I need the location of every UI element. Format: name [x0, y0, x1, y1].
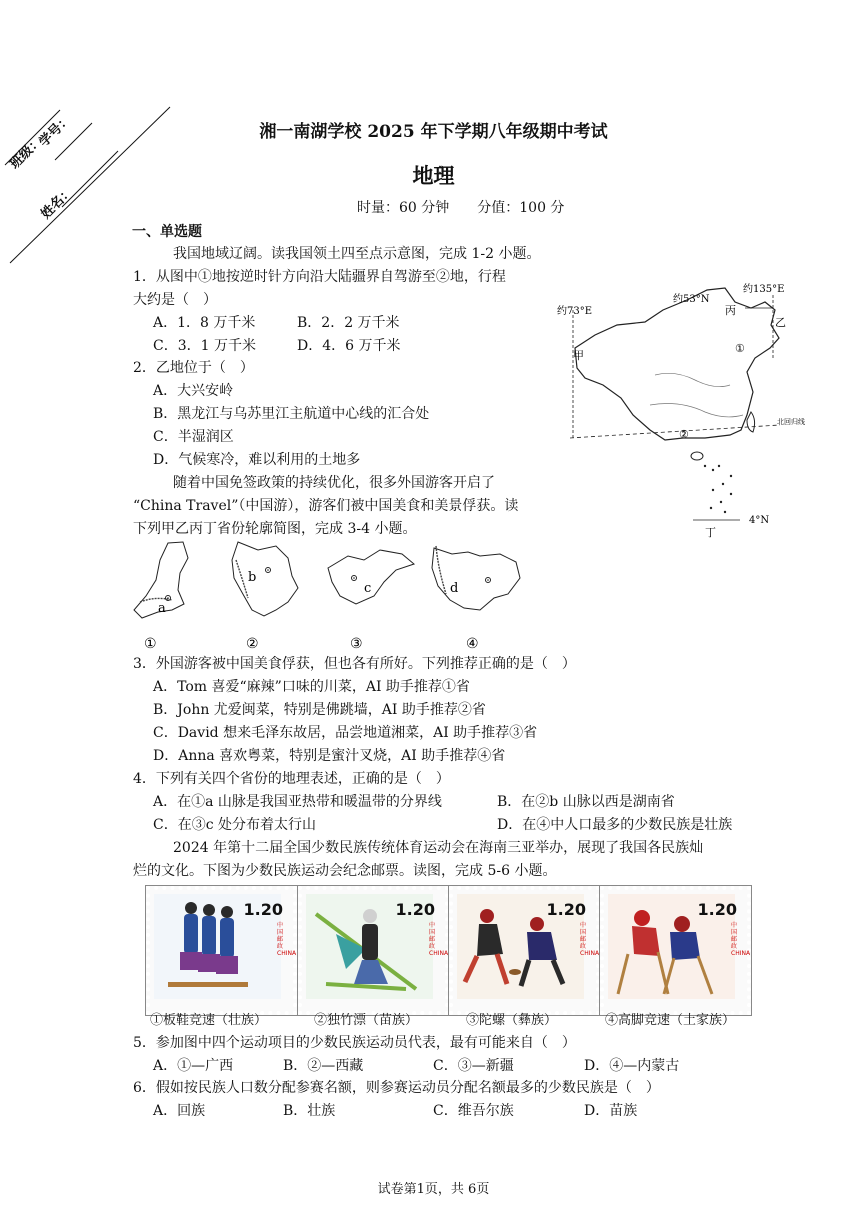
subject-title: 地理	[412, 163, 455, 188]
intro-2-line1: 随着中国免签政策的持续优化，很多外国游客开启了	[173, 475, 495, 491]
q5-option-d: D．④—内蒙古	[584, 1058, 680, 1074]
province-label-2: ②	[246, 636, 259, 652]
q4-stem: 4．下列有关四个省份的地理表述，正确的是（ ）	[133, 771, 450, 787]
river-2	[650, 404, 743, 417]
q5-option-a: A．①—广西	[153, 1058, 234, 1074]
stamp-1-price: 1.20	[243, 900, 283, 919]
stamp-4-price: 1.20	[697, 900, 737, 919]
hainan-island	[691, 452, 703, 460]
intro-1: 我国地域辽阔。读我国领土四至点示意图，完成 1-2 小题。	[173, 246, 541, 262]
province-4-guangxi	[432, 546, 520, 610]
intro-2-line2: “China Travel”（中国游），游客们被中国美食和美景俘获。读	[133, 498, 519, 514]
point-yi: 乙	[775, 316, 786, 329]
q2-option-c: C．半湿润区	[153, 429, 234, 445]
point-bing: 丙	[725, 304, 736, 317]
letter-b: b	[248, 570, 257, 585]
q3-option-a: A．Tom 喜爱“麻辣”口味的川菜，AI 助手推荐①省	[153, 679, 470, 695]
q2-stem: 2．乙地位于（ ）	[133, 360, 254, 376]
letter-a: a	[158, 601, 166, 616]
stamp-caption-4: ④高脚竞速（土家族）	[605, 1013, 736, 1028]
q5-option-c: C．③—新疆	[433, 1058, 514, 1074]
province-label-4: ④	[466, 636, 479, 652]
stamp-caption-3: ③陀螺（彝族）	[466, 1013, 558, 1028]
label-73e: 约73°E	[557, 306, 593, 317]
letter-d: d	[450, 581, 459, 596]
stamp-caption-2: ②独竹漂（苗族）	[314, 1013, 419, 1028]
label-tropic: 北回归线	[777, 418, 805, 426]
intro-3-line2: 烂的文化。下图为少数民族运动会纪念邮票。读图，完成 5-6 小题。	[133, 863, 557, 879]
q1-stem-line2: 大约是（ ）	[133, 292, 217, 308]
class-label: 班级：	[7, 133, 46, 173]
q6-stem: 6．假如按民族人口数分配参赛名额，则参赛运动员分配名额最多的少数民族是（ ）	[133, 1080, 660, 1096]
q1-option-d: D．4．6 万千米	[297, 338, 401, 354]
stamp-1-post: 中国邮政 CHINA	[277, 922, 297, 957]
province-1-shaanxi	[134, 542, 188, 618]
point-ding: 丁	[705, 526, 716, 539]
stamp-2-post: 中国邮政 CHINA	[429, 922, 449, 957]
q3-option-b: B．John 尤爱闽菜，特别是佛跳墙，AI 助手推荐②省	[153, 702, 486, 718]
q1-stem-line1: 1．从图中①地按逆时针方向沿大陆疆界自驾游至②地，行程	[133, 269, 506, 285]
label-4n: 4°N	[749, 515, 770, 526]
stamp-4	[600, 886, 751, 1015]
stamp-3-price: 1.20	[546, 900, 586, 919]
taiwan-island	[747, 412, 755, 432]
q5-option-b: B．②—西藏	[283, 1058, 364, 1074]
river-1	[655, 373, 730, 386]
q6-option-b: B．壮族	[283, 1103, 336, 1119]
q2-option-d: D．气候寒冷，难以利用的土地多	[153, 452, 361, 468]
q3-option-c: C．David 想来毛泽东故居，品尝地道湘菜，AI 助手推荐③省	[153, 725, 538, 741]
stamp-caption-1: ①板鞋竞速（壮族）	[150, 1013, 268, 1028]
point-1: ①	[735, 342, 745, 355]
section-heading: 一、单选题	[132, 224, 202, 240]
stamp-3	[449, 886, 600, 1015]
stamp-2-price: 1.20	[395, 900, 435, 919]
point-jia: 甲	[573, 349, 584, 362]
name-label: 姓名：	[38, 183, 77, 223]
q5-stem: 5．参加图中四个运动项目的少数民族运动员代表，最有可能来自（ ）	[133, 1035, 576, 1051]
label-53n: 约53°N	[673, 294, 710, 305]
stamp-2	[298, 886, 449, 1015]
south-china-sea-islands	[704, 465, 732, 513]
q4-option-a: A．在①a 山脉是我国亚热带和暖温带的分界线	[153, 794, 442, 810]
q1-option-a: A．1．8 万千米	[153, 315, 256, 331]
q4-option-c: C．在③c 处分布着太行山	[153, 817, 317, 833]
stamp-1	[146, 886, 297, 1015]
time-info: 时量：60 分钟 分值：100 分	[357, 200, 565, 216]
province-2-jiangxi	[232, 542, 298, 616]
china-extremes-map	[555, 280, 805, 542]
label-135e: 约135°E	[743, 284, 785, 295]
q2-option-b: B．黑龙江与乌苏里江主航道中心线的汇合处	[153, 406, 430, 422]
q6-option-d: D．苗族	[584, 1103, 638, 1119]
q4-option-b: B．在②b 山脉以西是湖南省	[497, 794, 675, 810]
q1-option-b: B．2．2 万千米	[297, 315, 400, 331]
exam-title: 湘一南湖学校 2025 年下学期八年级期中考试	[259, 122, 608, 142]
q1-option-c: C．3．1 万千米	[153, 338, 256, 354]
student-id-label: 学号：	[36, 111, 75, 151]
intro-2-line3: 下列甲乙丙丁省份轮廓简图，完成 3-4 小题。	[133, 521, 417, 537]
q2-option-a: A．大兴安岭	[153, 383, 234, 399]
province-maps	[128, 538, 528, 653]
stamp-3-post: 中国邮政 CHINA	[580, 922, 600, 957]
q4-option-d: D．在④中人口最多的少数民族是壮族	[497, 817, 733, 833]
province-label-3: ③	[350, 636, 363, 652]
q6-option-a: A．回族	[153, 1103, 206, 1119]
province-label-1: ①	[144, 636, 157, 652]
letter-c: c	[364, 581, 372, 596]
stamp-4-post: 中国邮政 CHINA	[731, 922, 751, 957]
point-2: ②	[679, 428, 689, 441]
intro-3-line1: 2024 年第十二届全国少数民族传统体育运动会在海南三亚举办，展现了我国各民族灿	[173, 840, 704, 856]
province-3-shandong	[328, 550, 414, 604]
q3-option-d: D．Anna 喜欢粤菜，特别是蜜汁叉烧，AI 助手推荐④省	[153, 748, 506, 764]
q3-stem: 3．外国游客被中国美食俘获，但也各有所好。下列推荐正确的是（ ）	[133, 656, 576, 672]
page-footer: 试卷第1页，共 6页	[377, 1182, 490, 1197]
q6-option-c: C．维吾尔族	[433, 1103, 514, 1119]
